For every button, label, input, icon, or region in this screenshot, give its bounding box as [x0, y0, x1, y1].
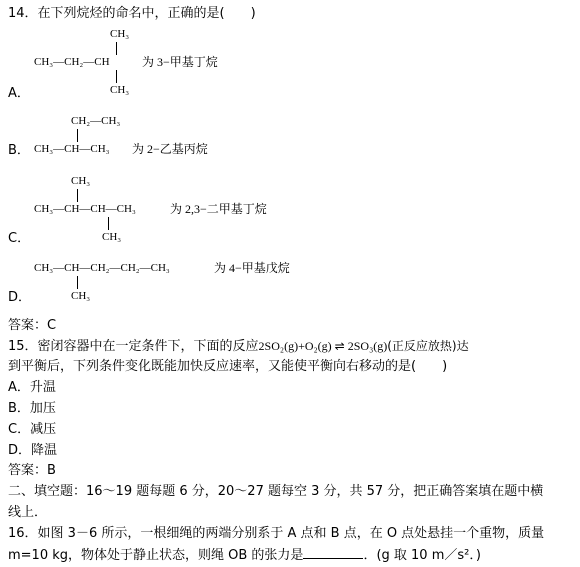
formula-d-name: 为 4−甲基戊烷 — [214, 261, 290, 275]
formula-c-top-methyl: CH₃ — [71, 175, 91, 187]
q15-stem-note: (正反应放热)达 — [387, 339, 469, 353]
formula-b-name: 为 2−乙基丙烷 — [132, 142, 208, 156]
formula-c-bond-down — [108, 217, 109, 230]
formula-c-name: 为 2,3−二甲基丁烷 — [170, 202, 267, 216]
q14-stem: 14．在下列烷烃的命名中，正确的是( ) — [8, 6, 256, 21]
q15-answer: 答案：B — [8, 463, 56, 478]
option-d-label: D． — [8, 290, 32, 305]
q16-line1: 16．如图 3－6 所示，一根细绳的两端分别系于 A 点和 B 点，在 O 点处悬挂一个重物，质量 — [8, 526, 545, 541]
formula-c-bond-up — [77, 189, 78, 202]
formula-a-name: 为 3−甲基丁烷 — [142, 55, 218, 69]
formula-d-main-chain: CH₃—CH—CH₂—CH₂—CH₃ — [34, 262, 170, 274]
q16-line2-pre: m=10 kg，物体处于静止状态，则绳 OB 的张力是 — [8, 548, 304, 563]
option-b-label: B． — [8, 143, 30, 158]
formula-a-main-chain: CH₃—CH₂—CH — [34, 56, 110, 68]
q15-option-d: D．降温 — [8, 443, 58, 458]
option-c-label: C． — [8, 231, 31, 246]
formula-a-top-methyl: CH₃ — [110, 28, 130, 40]
q15-stem-part1: 15．密闭容器中在一定条件下，下面的反应 — [8, 339, 259, 354]
formula-c-bottom-methyl: CH₃ — [102, 231, 122, 243]
q14-answer: 答案：C — [8, 318, 57, 333]
q15-reaction-right: 2SO₃(g) — [347, 339, 388, 353]
formula-a-bottom-methyl: CH₃ — [110, 84, 130, 96]
q16-line2-post: ．(g 取 10 m／s²．) — [363, 548, 481, 563]
q15-stem-line1 — [8, 338, 469, 355]
formula-b-bond-up — [77, 129, 78, 142]
formula-d-bottom-methyl: CH₃ — [71, 290, 91, 302]
q16-line2 — [8, 546, 481, 564]
q15-option-c: C．减压 — [8, 422, 57, 437]
formula-c-main-chain: CH₃—CH—CH—CH₃ — [34, 203, 136, 215]
formula-b-ethyl-branch: CH₂—CH₃ — [71, 115, 121, 127]
option-a-label: A． — [8, 86, 30, 101]
formula-b-main-chain: CH₃—CH—CH₃ — [34, 143, 110, 155]
q15-option-a: A．升温 — [8, 380, 56, 395]
answer-blank[interactable] — [303, 546, 363, 559]
q15-stem-line2: 到平衡后，下列条件变化既能加快反应速率，又能使平衡向右移动的是( ) — [8, 359, 448, 374]
formula-d-bond-down — [77, 276, 78, 289]
section2-line1: 二、填空题：16～19 题每题 6 分，20～27 题每空 3 分，共 57 分，把正确答案填在题中横 — [8, 484, 544, 499]
equilibrium-arrow-icon: ⇌ — [334, 339, 345, 353]
formula-a-bond-down — [116, 70, 117, 83]
q15-reaction-left: 2SO₂(g)+O₂(g) — [258, 339, 332, 353]
q15-option-b: B．加压 — [8, 401, 56, 416]
section2-line2: 线上． — [8, 505, 48, 520]
formula-a-bond-up — [116, 42, 117, 55]
